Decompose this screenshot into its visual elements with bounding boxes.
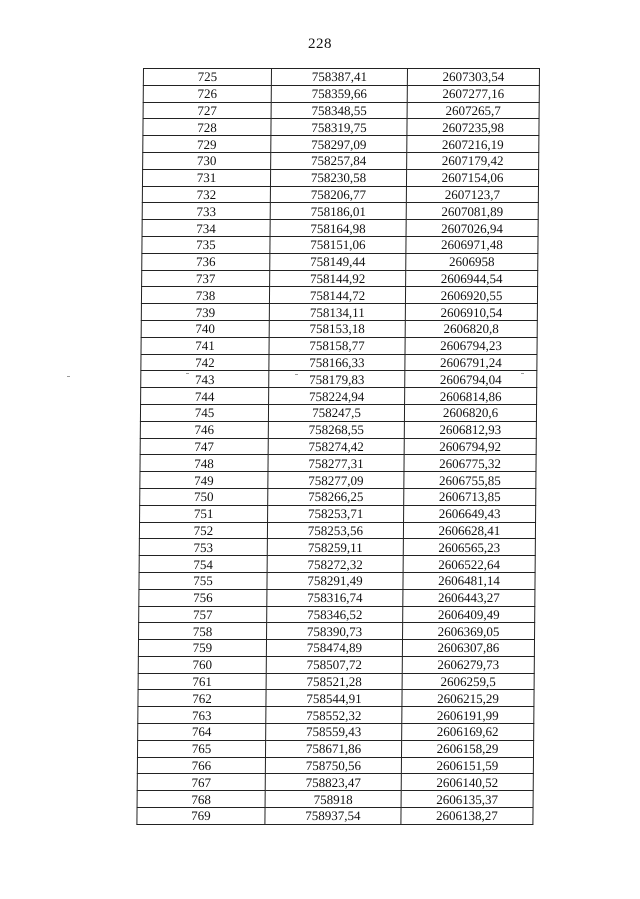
table-row <box>143 152 539 169</box>
point-number-cell: 745 <box>140 404 268 421</box>
y-coordinate-cell: 2606713,85 <box>404 488 536 505</box>
coordinates-table <box>136 68 540 825</box>
y-coordinate-cell: 2607235,98 <box>407 119 539 136</box>
point-number-cell: 726 <box>143 85 271 102</box>
table-row <box>138 724 534 741</box>
point-number-cell: 749 <box>140 472 268 489</box>
table-row <box>140 455 536 472</box>
table-row <box>141 304 537 321</box>
point-number-cell: 748 <box>140 455 268 472</box>
x-coordinate-cell: 758346,52 <box>267 606 403 623</box>
y-coordinate-cell: 2606307,86 <box>402 640 534 657</box>
point-number-cell: 742 <box>141 354 269 371</box>
y-coordinate-cell: 2606794,23 <box>405 337 537 354</box>
x-coordinate-cell: 758359,66 <box>271 85 407 102</box>
table-row <box>138 707 534 724</box>
page-number: 228 <box>308 36 332 52</box>
table-row <box>141 337 537 354</box>
point-number-cell: 756 <box>139 589 267 606</box>
x-coordinate-cell: 758297,09 <box>271 136 407 153</box>
y-coordinate-cell: 2606649,43 <box>404 505 536 522</box>
table-row <box>140 505 536 522</box>
x-coordinate-cell: 758230,58 <box>270 169 406 186</box>
table-row <box>141 371 537 388</box>
point-number-cell: 754 <box>139 556 267 573</box>
y-coordinate-cell: 2606279,73 <box>402 656 534 673</box>
point-number-cell: 741 <box>141 337 269 354</box>
point-number-cell: 757 <box>139 606 267 623</box>
point-number-cell: 759 <box>138 640 266 657</box>
point-number-cell: 766 <box>137 757 265 774</box>
point-number-cell: 758 <box>139 623 267 640</box>
table-row <box>142 203 538 220</box>
y-coordinate-cell: 2606191,99 <box>402 707 534 724</box>
x-coordinate-cell: 758387,41 <box>271 69 407 86</box>
table-row <box>142 270 538 287</box>
x-coordinate-cell: 758186,01 <box>270 203 406 220</box>
table-row <box>137 774 533 791</box>
y-coordinate-cell: 2606169,62 <box>402 724 534 741</box>
table-row <box>137 791 533 808</box>
point-number-cell: 765 <box>137 740 265 757</box>
table-row <box>140 421 536 438</box>
x-coordinate-cell: 758918 <box>265 791 401 808</box>
point-number-cell: 731 <box>142 169 270 186</box>
point-number-cell: 752 <box>139 522 267 539</box>
point-number-cell: 736 <box>142 253 270 270</box>
point-number-cell: 738 <box>141 287 269 304</box>
point-number-cell: 728 <box>143 119 271 136</box>
table-row <box>143 69 539 86</box>
x-coordinate-cell: 758144,92 <box>270 270 406 287</box>
y-coordinate-cell: 2606812,93 <box>404 421 536 438</box>
x-coordinate-cell: 758544,91 <box>266 690 402 707</box>
y-coordinate-cell: 2606138,27 <box>401 808 533 825</box>
x-coordinate-cell: 758507,72 <box>266 656 402 673</box>
table-row <box>138 690 534 707</box>
y-coordinate-cell: 2606158,29 <box>401 740 533 757</box>
y-coordinate-cell: 2606215,29 <box>402 690 534 707</box>
table-row <box>139 623 535 640</box>
point-number-cell: 730 <box>143 152 271 169</box>
x-coordinate-cell: 758291,49 <box>267 572 403 589</box>
point-number-cell: 737 <box>142 270 270 287</box>
y-coordinate-cell: 2607216,19 <box>407 136 539 153</box>
x-coordinate-cell: 758144,72 <box>269 287 405 304</box>
y-coordinate-cell: 2607277,16 <box>407 85 539 102</box>
point-number-cell: 764 <box>138 724 266 741</box>
table-row <box>141 320 537 337</box>
y-coordinate-cell: 2606135,37 <box>401 791 533 808</box>
x-coordinate-cell: 758259,11 <box>267 539 403 556</box>
table-row <box>140 438 536 455</box>
table-row <box>140 488 536 505</box>
scan-speck <box>186 373 189 374</box>
y-coordinate-cell: 2606565,23 <box>403 539 535 556</box>
y-coordinate-cell: 2606755,85 <box>404 472 536 489</box>
table-row <box>143 119 539 136</box>
x-coordinate-cell: 758247,5 <box>268 404 404 421</box>
x-coordinate-cell: 758253,56 <box>267 522 403 539</box>
table-row <box>139 522 535 539</box>
x-coordinate-cell: 758179,83 <box>269 371 405 388</box>
table-row <box>139 556 535 573</box>
point-number-cell: 725 <box>143 69 271 86</box>
point-number-cell: 739 <box>141 304 269 321</box>
table-row <box>142 236 538 253</box>
y-coordinate-cell: 2607026,94 <box>406 220 538 237</box>
y-coordinate-cell: 2606522,64 <box>403 556 535 573</box>
table-row <box>137 740 533 757</box>
table-row <box>142 220 538 237</box>
y-coordinate-cell: 2607123,7 <box>406 186 538 203</box>
point-number-cell: 763 <box>138 707 266 724</box>
table-row <box>139 572 535 589</box>
table-row <box>143 102 539 119</box>
point-number-cell: 755 <box>139 572 267 589</box>
point-number-cell: 727 <box>143 102 271 119</box>
y-coordinate-cell: 2606820,8 <box>405 320 537 337</box>
table-row <box>140 472 536 489</box>
x-coordinate-cell: 758390,73 <box>267 623 403 640</box>
point-number-cell: 753 <box>139 539 267 556</box>
table-row <box>142 253 538 270</box>
x-coordinate-cell: 758206,77 <box>270 186 406 203</box>
point-number-cell: 734 <box>142 220 270 237</box>
y-coordinate-cell: 2606971,48 <box>406 236 538 253</box>
table-row <box>138 640 534 657</box>
x-coordinate-cell: 758937,54 <box>265 808 401 825</box>
point-number-cell: 751 <box>140 505 268 522</box>
point-number-cell: 762 <box>138 690 266 707</box>
point-number-cell: 733 <box>142 203 270 220</box>
table-row <box>139 539 535 556</box>
point-number-cell: 740 <box>141 320 269 337</box>
x-coordinate-cell: 758316,74 <box>267 589 403 606</box>
y-coordinate-cell: 2606443,27 <box>403 589 535 606</box>
y-coordinate-cell: 2606775,32 <box>404 455 536 472</box>
point-number-cell: 747 <box>140 438 268 455</box>
y-coordinate-cell: 2606481,14 <box>403 572 535 589</box>
x-coordinate-cell: 758151,06 <box>270 236 406 253</box>
y-coordinate-cell: 2606944,54 <box>406 270 538 287</box>
y-coordinate-cell: 2606791,24 <box>405 354 537 371</box>
y-coordinate-cell: 2607265,7 <box>407 102 539 119</box>
y-coordinate-cell: 2606140,52 <box>401 774 533 791</box>
x-coordinate-cell: 758474,89 <box>266 640 402 657</box>
table-row <box>141 354 537 371</box>
x-coordinate-cell: 758149,44 <box>270 253 406 270</box>
x-coordinate-cell: 758224,94 <box>269 388 405 405</box>
point-number-cell: 729 <box>143 136 271 153</box>
y-coordinate-cell: 2606369,05 <box>403 623 535 640</box>
y-coordinate-cell: 2606409,49 <box>403 606 535 623</box>
y-coordinate-cell: 2606910,54 <box>405 304 537 321</box>
table-row <box>138 673 534 690</box>
x-coordinate-cell: 758134,11 <box>269 304 405 321</box>
table-row <box>137 757 533 774</box>
point-number-cell: 750 <box>140 488 268 505</box>
scan-speck <box>521 373 524 374</box>
y-coordinate-cell: 2606628,41 <box>403 522 535 539</box>
table-row <box>139 589 535 606</box>
x-coordinate-cell: 758277,09 <box>268 472 404 489</box>
table-row <box>140 404 536 421</box>
x-coordinate-cell: 758166,33 <box>269 354 405 371</box>
x-coordinate-cell: 758348,55 <box>271 102 407 119</box>
y-coordinate-cell: 2606920,55 <box>405 287 537 304</box>
table-row <box>142 169 538 186</box>
y-coordinate-cell: 2606958 <box>406 253 538 270</box>
point-number-cell: 760 <box>138 656 266 673</box>
table-row <box>138 656 534 673</box>
point-number-cell: 746 <box>140 421 268 438</box>
point-number-cell: 735 <box>142 236 270 253</box>
x-coordinate-cell: 758153,18 <box>269 320 405 337</box>
x-coordinate-cell: 758823,47 <box>265 774 401 791</box>
point-number-cell: 744 <box>141 388 269 405</box>
x-coordinate-cell: 758274,42 <box>268 438 404 455</box>
x-coordinate-cell: 758257,84 <box>271 152 407 169</box>
y-coordinate-cell: 2607179,42 <box>407 152 539 169</box>
x-coordinate-cell: 758272,32 <box>267 556 403 573</box>
y-coordinate-cell: 2607154,06 <box>406 169 538 186</box>
x-coordinate-cell: 758559,43 <box>266 724 402 741</box>
y-coordinate-cell: 2606814,86 <box>405 388 537 405</box>
table-row <box>141 388 537 405</box>
table-row <box>143 136 539 153</box>
table-row <box>137 808 533 825</box>
x-coordinate-cell: 758671,86 <box>265 740 401 757</box>
y-coordinate-cell: 2606794,04 <box>405 371 537 388</box>
x-coordinate-cell: 758750,56 <box>265 757 401 774</box>
point-number-cell: 761 <box>138 673 266 690</box>
x-coordinate-cell: 758266,25 <box>268 488 404 505</box>
table-row <box>139 606 535 623</box>
x-coordinate-cell: 758164,98 <box>270 220 406 237</box>
y-coordinate-cell: 2606151,59 <box>401 757 533 774</box>
table-row <box>143 85 539 102</box>
y-coordinate-cell: 2606794,92 <box>404 438 536 455</box>
y-coordinate-cell: 2606259,5 <box>402 673 534 690</box>
point-number-cell: 767 <box>137 774 265 791</box>
coordinates-table-body <box>137 69 540 825</box>
x-coordinate-cell: 758268,55 <box>268 421 404 438</box>
point-number-cell: 732 <box>142 186 270 203</box>
x-coordinate-cell: 758253,71 <box>268 505 404 522</box>
y-coordinate-cell: 2606820,6 <box>404 404 536 421</box>
y-coordinate-cell: 2607081,89 <box>406 203 538 220</box>
x-coordinate-cell: 758158,77 <box>269 337 405 354</box>
point-number-cell: 743 <box>141 371 269 388</box>
scan-speck <box>67 376 70 377</box>
table-row <box>141 287 537 304</box>
scan-speck <box>295 374 298 375</box>
x-coordinate-cell: 758521,28 <box>266 673 402 690</box>
point-number-cell: 768 <box>137 791 265 808</box>
point-number-cell: 769 <box>137 808 265 825</box>
table-row <box>142 186 538 203</box>
x-coordinate-cell: 758319,75 <box>271 119 407 136</box>
x-coordinate-cell: 758277,31 <box>268 455 404 472</box>
x-coordinate-cell: 758552,32 <box>266 707 402 724</box>
y-coordinate-cell: 2607303,54 <box>407 69 539 86</box>
